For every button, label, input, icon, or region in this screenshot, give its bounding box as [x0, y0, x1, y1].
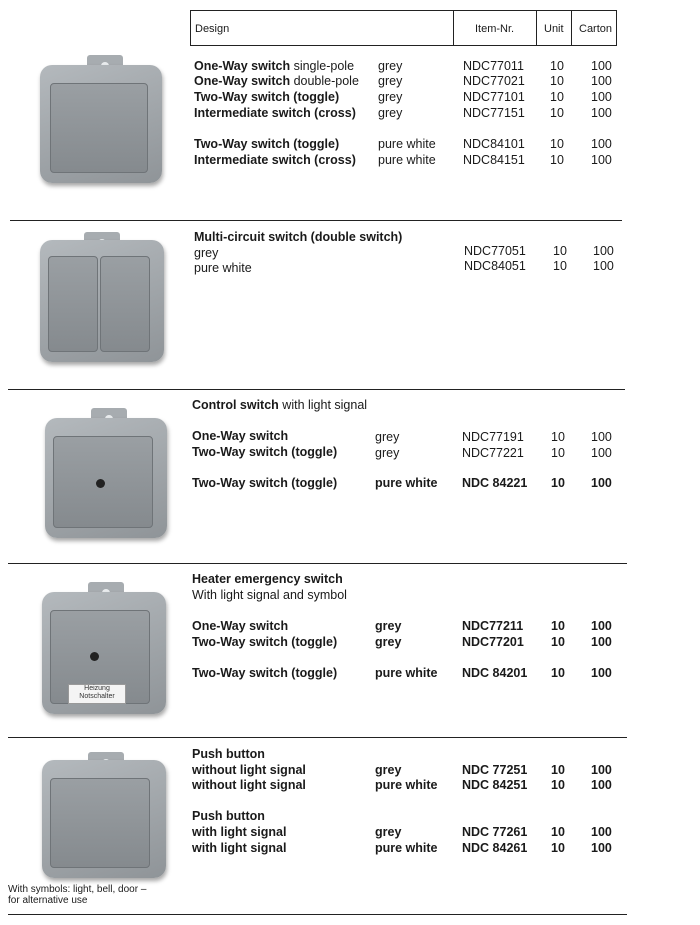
- unit-cell: 10: [551, 446, 565, 460]
- double-switch-image: [40, 232, 168, 362]
- item-cell: NDC84051: [464, 259, 526, 273]
- color-cell: pure white: [375, 778, 438, 792]
- color-cell: grey: [378, 90, 403, 104]
- divider: [8, 389, 625, 390]
- name-cell: One-Way switch: [192, 619, 289, 633]
- item-cell: NDC 84251: [462, 778, 528, 792]
- list-item: Intermediate switch (cross): [194, 106, 356, 120]
- unit-cell: 10: [551, 763, 565, 777]
- color-cell: grey: [375, 430, 400, 444]
- list-item: Two-Way switch (toggle): [194, 90, 340, 104]
- header-item-nr: Item-Nr.: [475, 23, 515, 35]
- color-cell: pure white: [378, 137, 436, 151]
- divider: [8, 563, 627, 564]
- name-cell: Two-Way switch (toggle): [192, 666, 338, 680]
- carton-cell: 100: [591, 74, 612, 88]
- divider: [10, 220, 622, 221]
- list-item: One-Way switch single-pole: [194, 59, 355, 73]
- item-cell: NDC 77261: [462, 825, 528, 839]
- carton-cell: 100: [591, 763, 612, 777]
- carton-cell: 100: [593, 259, 614, 273]
- carton-cell: 100: [591, 106, 612, 120]
- header-unit: Unit: [544, 23, 564, 35]
- carton-cell: 100: [591, 430, 612, 444]
- unit-cell: 10: [550, 153, 564, 167]
- name-cell: without light signal: [192, 763, 306, 777]
- unit-cell: 10: [551, 476, 565, 490]
- item-cell: NDC77191: [462, 430, 524, 444]
- plate-text-line2: Notschalter: [79, 693, 115, 700]
- unit-cell: 10: [551, 841, 565, 855]
- carton-cell: 100: [591, 778, 612, 792]
- unit-cell: 10: [551, 778, 565, 792]
- unit-cell: 10: [550, 59, 564, 73]
- carton-cell: 100: [591, 619, 612, 633]
- section-title-push-button: Push button: [192, 747, 265, 761]
- color-cell: pure white: [194, 261, 252, 275]
- color-cell: grey: [375, 619, 402, 633]
- unit-cell: 10: [553, 259, 567, 273]
- color-cell: pure white: [378, 153, 436, 167]
- unit-cell: 10: [551, 430, 565, 444]
- carton-cell: 100: [591, 476, 612, 490]
- carton-cell: 100: [591, 90, 612, 104]
- unit-cell: 10: [550, 137, 564, 151]
- color-cell: grey: [375, 825, 402, 839]
- single-switch-image: [40, 55, 170, 185]
- name-cell: with light signal: [192, 841, 287, 855]
- color-cell: grey: [194, 246, 219, 260]
- name-cell: with light signal: [192, 825, 287, 839]
- carton-cell: 100: [591, 153, 612, 167]
- carton-cell: 100: [591, 666, 612, 680]
- divider: [8, 737, 627, 738]
- control-switch-image: [45, 408, 170, 538]
- item-cell: NDC77221: [462, 446, 524, 460]
- plate-text-line1: Heizung: [84, 685, 110, 692]
- carton-cell: 100: [591, 825, 612, 839]
- name-cell: without light signal: [192, 778, 306, 792]
- unit-cell: 10: [551, 666, 565, 680]
- item-cell: NDC 84201: [462, 666, 528, 680]
- unit-cell: 10: [551, 825, 565, 839]
- carton-cell: 100: [591, 635, 612, 649]
- image-caption: [8, 884, 146, 906]
- color-cell: pure white: [375, 841, 438, 855]
- color-cell: pure white: [375, 666, 438, 680]
- carton-cell: 100: [591, 137, 612, 151]
- unit-cell: 10: [550, 90, 564, 104]
- section-title-multi-circuit: Multi-circuit switch (double switch): [194, 230, 403, 244]
- section-subtitle-heater: With light signal and symbol: [192, 588, 347, 602]
- caption-line2: for alternative use: [8, 895, 88, 906]
- item-cell: NDC77211: [462, 619, 524, 633]
- item-cell: NDC77051: [464, 244, 526, 258]
- header-carton: Carton: [579, 23, 613, 35]
- name-cell: Two-Way switch (toggle): [192, 635, 338, 649]
- color-cell: pure white: [375, 476, 438, 490]
- color-cell: grey: [378, 74, 403, 88]
- unit-cell: 10: [550, 74, 564, 88]
- carton-cell: 100: [591, 59, 612, 73]
- item-cell: NDC 84221: [462, 476, 528, 490]
- light-signal-icon: [90, 652, 99, 661]
- header-design: Design: [195, 23, 230, 35]
- name-cell: One-Way switch: [192, 429, 289, 443]
- carton-cell: 100: [591, 841, 612, 855]
- list-item: Two-Way switch (toggle): [194, 137, 340, 151]
- item-cell: NDC84151: [463, 153, 525, 167]
- push-button-image: [42, 752, 170, 878]
- label-plate: [68, 684, 126, 704]
- unit-cell: 10: [553, 244, 567, 258]
- color-cell: grey: [375, 763, 402, 777]
- list-item: One-Way switch double-pole: [194, 74, 359, 88]
- item-cell: NDC 84261: [462, 841, 528, 855]
- name-cell: Two-Way switch (toggle): [192, 476, 338, 490]
- caption-line1: With symbols: light, bell, door –: [8, 884, 147, 895]
- item-cell: NDC 77251: [462, 763, 528, 777]
- light-signal-icon: [96, 479, 105, 488]
- color-cell: grey: [378, 59, 403, 73]
- item-cell: NDC77011: [463, 59, 524, 73]
- item-cell: NDC84101: [463, 137, 525, 151]
- unit-cell: 10: [551, 635, 565, 649]
- table-header: [190, 10, 617, 46]
- heater-emergency-switch-image: [42, 582, 170, 714]
- section-title-heater: Heater emergency switch: [192, 572, 343, 586]
- section-title-control-switch: Control switch with light signal: [192, 398, 368, 412]
- item-cell: NDC77201: [462, 635, 524, 649]
- carton-cell: 100: [591, 446, 612, 460]
- color-cell: grey: [375, 635, 402, 649]
- item-cell: NDC77151: [463, 106, 525, 120]
- color-cell: grey: [375, 446, 400, 460]
- carton-cell: 100: [593, 244, 614, 258]
- divider: [8, 914, 627, 915]
- unit-cell: 10: [551, 619, 565, 633]
- section-title-push-button-2: Push button: [192, 809, 265, 823]
- unit-cell: 10: [550, 106, 564, 120]
- list-item: Intermediate switch (cross): [194, 153, 356, 167]
- item-cell: NDC77021: [463, 74, 525, 88]
- name-cell: Two-Way switch (toggle): [192, 445, 338, 459]
- item-cell: NDC77101: [463, 90, 525, 104]
- color-cell: grey: [378, 106, 403, 120]
